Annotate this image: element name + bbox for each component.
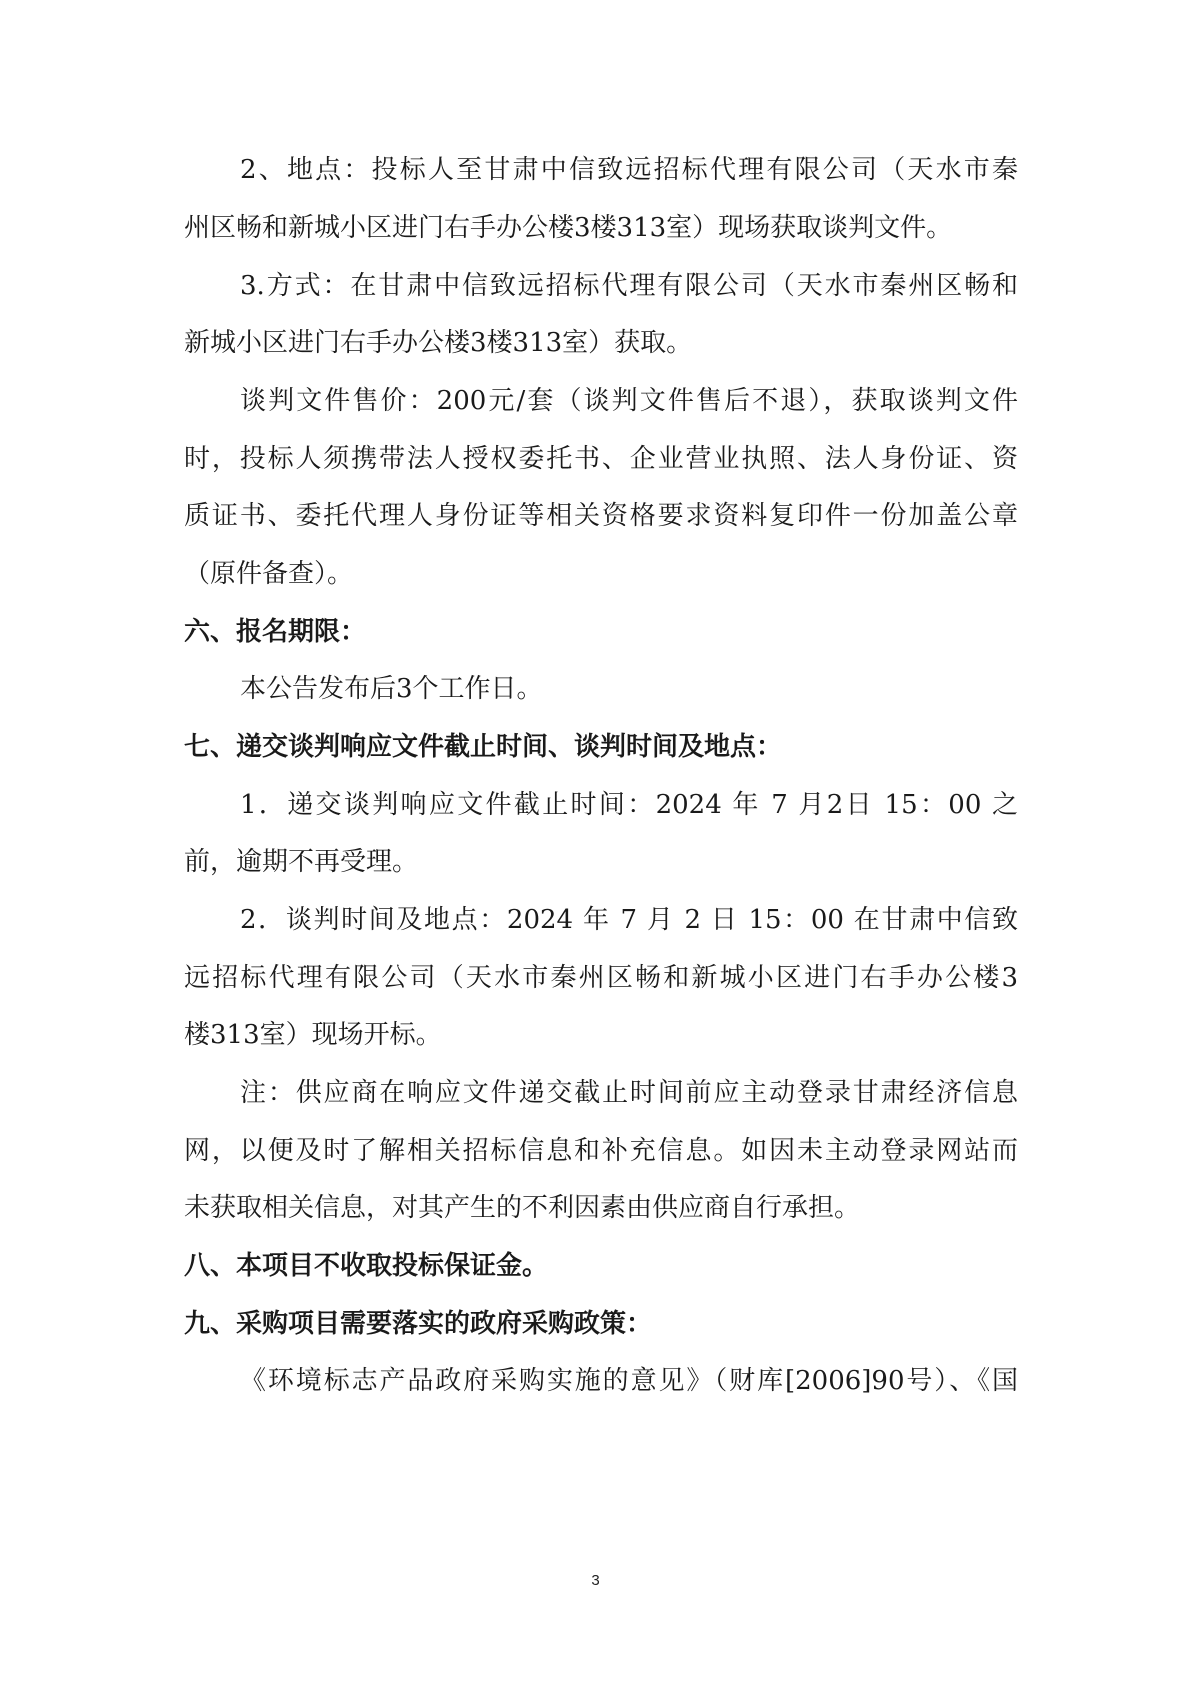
text-line: 远招标代理有限公司（天水市秦州区畅和新城小区进门右手办公楼3 [184,963,1018,993]
text-line: 1．递交谈判响应文件截止时间：2024 年 7 月2日 15：00 之 [240,790,1018,820]
text-line: 时，投标人须携带法人授权委托书、企业营业执照、法人身份证、资 [184,444,1018,474]
text-line: 《环境标志产品政府采购实施的意见》（财库[2006]90号）、《国 [240,1366,1018,1396]
text-line: 注：供应商在响应文件递交截止时间前应主动登录甘肃经济信息 [240,1078,1018,1108]
text-line: 新城小区进门右手办公楼3楼313室）获取。 [184,328,693,358]
text-line: （原件备查）。 [184,559,354,589]
text-line: 州区畅和新城小区进门右手办公楼3楼313室）现场获取谈判文件。 [184,213,953,243]
text-line: 质证书、委托代理人身份证等相关资格要求资料复印件一份加盖公章 [184,501,1018,531]
text-line: 2、地点：投标人至甘肃中信致远招标代理有限公司（天水市秦 [240,155,1018,185]
text-line: 未获取相关信息，对其产生的不利因素由供应商自行承担。 [184,1193,861,1223]
page-number: 3 [591,1572,600,1589]
text-line: 2．谈判时间及地点：2024 年 7 月 2 日 15：00 在甘肃中信致 [240,905,1018,935]
text-line: 3.方式：在甘肃中信致远招标代理有限公司（天水市秦州区畅和 [240,271,1018,301]
text-line: 楼313室）现场开标。 [184,1020,442,1050]
text-line: 网，以便及时了解相关招标信息和补充信息。如因未主动登录网站而 [184,1136,1018,1166]
section-heading-7: 七、递交谈判响应文件截止时间、谈判时间及地点： [184,732,783,762]
section-heading-6: 六、报名期限： [184,617,367,647]
section-heading-8: 八、本项目不收取投标保证金。 [184,1251,549,1281]
text-line: 本公告发布后3个工作日。 [240,674,543,704]
section-heading-9: 九、采购项目需要落实的政府采购政策： [184,1309,653,1339]
text-line: 前，逾期不再受理。 [184,847,419,877]
text-line: 谈判文件售价：200元/套（谈判文件售后不退），获取谈判文件 [240,386,1018,416]
